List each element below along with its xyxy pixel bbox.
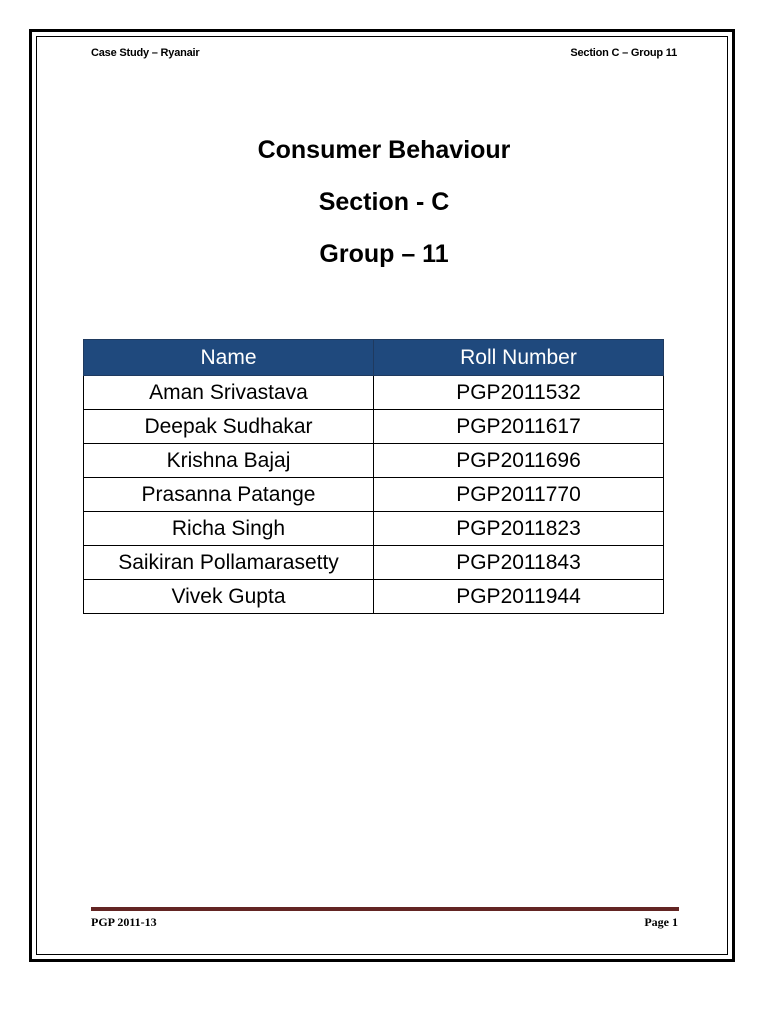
cell-roll: PGP2011617 bbox=[374, 410, 664, 444]
cell-roll: PGP2011843 bbox=[374, 546, 664, 580]
table-row bbox=[84, 512, 664, 546]
table-row bbox=[84, 444, 664, 478]
title-course: Consumer Behaviour bbox=[257, 136, 511, 164]
title-section: Section - C bbox=[318, 188, 450, 216]
cell-roll: PGP2011770 bbox=[374, 478, 664, 512]
header-left-text: Case Study – Ryanair bbox=[91, 47, 200, 59]
cell-roll: PGP2011823 bbox=[374, 512, 664, 546]
column-header-roll: Roll Number bbox=[374, 340, 664, 376]
header-right-text: Section C – Group 11 bbox=[570, 47, 677, 59]
cell-name: Vivek Gupta bbox=[84, 580, 374, 614]
footer-divider bbox=[91, 907, 679, 911]
title-group: Group – 11 bbox=[319, 240, 449, 268]
cell-name: Krishna Bajaj bbox=[84, 444, 374, 478]
table-row bbox=[84, 478, 664, 512]
cell-name: Aman Srivastava bbox=[84, 376, 374, 410]
member-table bbox=[83, 339, 664, 614]
table-row bbox=[84, 546, 664, 580]
table-row bbox=[84, 580, 664, 614]
cell-roll: PGP2011532 bbox=[374, 376, 664, 410]
table-row bbox=[84, 376, 664, 410]
cell-roll: PGP2011944 bbox=[374, 580, 664, 614]
cell-name: Prasanna Patange bbox=[84, 478, 374, 512]
cell-name: Deepak Sudhakar bbox=[84, 410, 374, 444]
cell-roll: PGP2011696 bbox=[374, 444, 664, 478]
cell-name: Saikiran Pollamarasetty bbox=[84, 546, 374, 580]
column-header-name: Name bbox=[84, 340, 374, 376]
page-number: Page 1 bbox=[644, 915, 678, 929]
footer-left-text: PGP 2011-13 bbox=[91, 915, 157, 929]
table-header-row bbox=[84, 340, 664, 376]
table-row bbox=[84, 410, 664, 444]
cell-name: Richa Singh bbox=[84, 512, 374, 546]
